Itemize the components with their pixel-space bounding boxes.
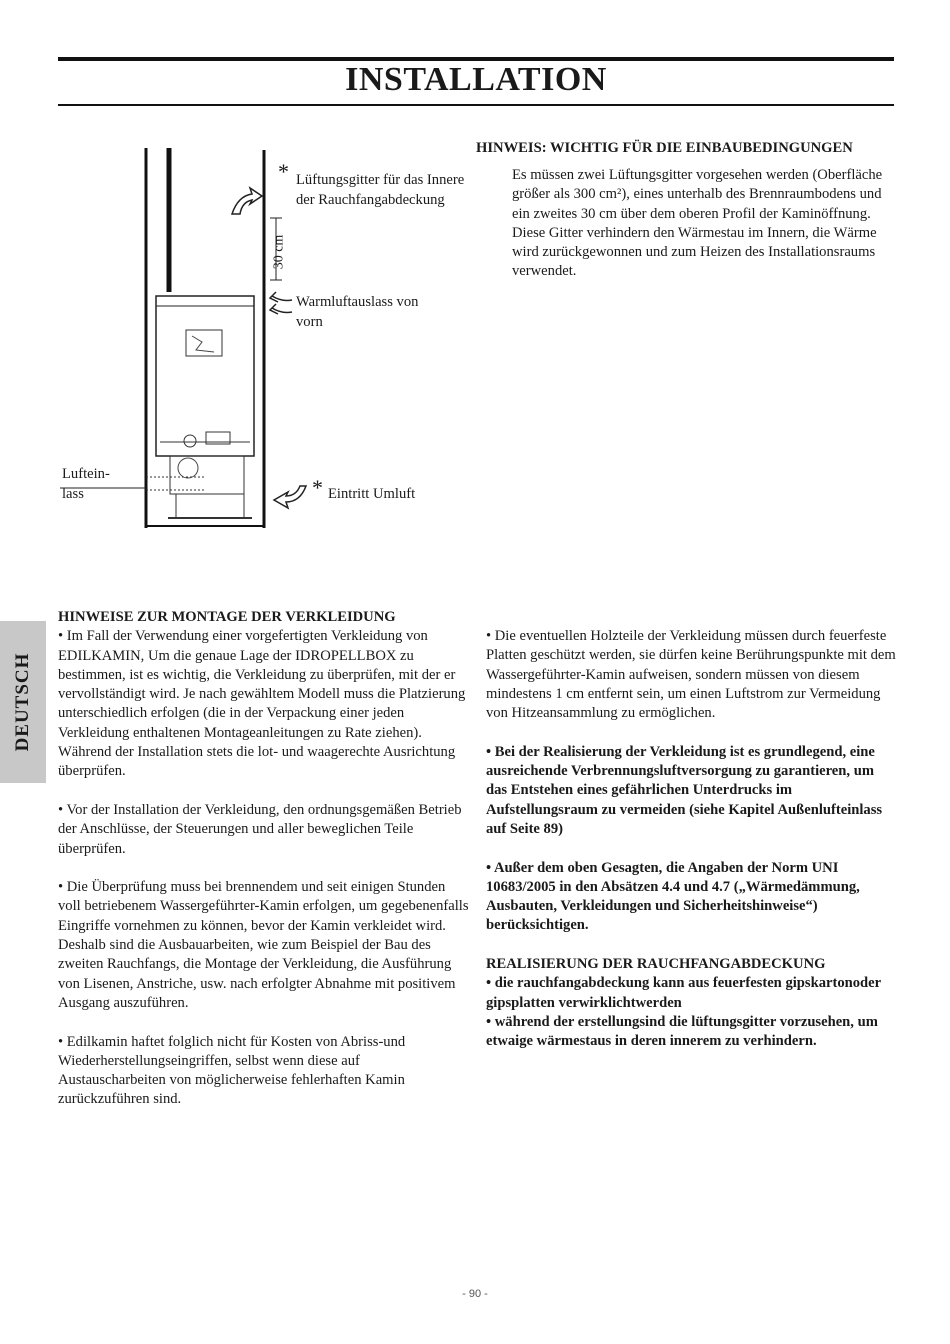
- note-body: [512, 166, 896, 282]
- label-warm-air: Warmluftauslass von vorn: [296, 294, 419, 330]
- paragraph: • Vor der Installation der Verkleidung, den ordnungsgemäßen Betrieb der Anschlüsse, der Steuerungen und aller beweglichen Teile überprüfen.: [58, 801, 462, 857]
- language-tab: [0, 621, 46, 783]
- bullet-bold: • während der erstellungsind die lüftungsgitter vorzusehen, um etwaige wärmestaus in deren innerem zu verhindern.: [486, 1013, 878, 1050]
- paragraph: • Im Fall der Verwendung einer vorgefertigten Verkleidung von EDILKAMIN, Um die genaue Lage der IDROPELLBOX zu bestimmen, ist es wichtig, die Verkleidung zu überprüfen, mit der er vervollständigt wird. Je nach gewähltem Modell muss die Platzierung unterschiedlich erfolgen (die in der Verpackung einer jeden Verkleidung enthaltenen Montageanleitungen zu Rate ziehen). Während der Installation stets die lot- und waagerechte Ausrichtung überprüfen.: [58, 628, 466, 780]
- note-paragraph: Diese Gitter verhindern den Wärmestau im Innern, die Wärme wird zurückgewonnen und zum Heizen des Installationsraums verwendet.: [512, 224, 877, 280]
- note-paragraph: Es müssen zwei Lüftungsgitter vorgesehen werden (Oberfläche größer als 300 cm²), eines unterhalb des Brennraumbodens und ein zweites 30 cm über dem oberen Profil der Kaminöffnung.: [512, 167, 883, 222]
- label-distance: 30 cm: [271, 234, 287, 270]
- note-title: HINWEIS: WICHTIG FÜR DIE EINBAUBEDINGUNGEN: [476, 140, 853, 156]
- header-rule-bottom: [58, 104, 894, 106]
- right-column: [486, 627, 898, 1052]
- paragraph-bold: • Bei der Realisierung der Verkleidung ist es grundlegend, eine ausreichende Verbrennungsluftversorgung zu garantieren, um das Entstehen eines gefährlichen Unterdrucks im Aufstellungsraum zu vermeiden (siehe Kapitel Außenlufteinlass auf Seite 89): [486, 743, 883, 837]
- paragraph: Deshalb sind die Ausbauarbeiten, wie zum Beispiel der Bau des zweiten Rauchfangs, die Montage der Verkleidung, die Ausführung von Lisenen, Anstriche, usw. nach erfolgter Abnahme mit positivem Ausgang auszuführen.: [58, 937, 456, 1011]
- installation-diagram: [0, 130, 500, 550]
- paragraph-bold: • Außer dem oben Gesagten, die Angaben der Norm UNI 10683/2005 in den Absätzen 4.4 und 4.7 („Wärmedämmung, Ausbauten, Verkleidungen und Sicherheitshinweise“) berücksichtigen.: [486, 859, 860, 934]
- asterisk-recirculation: *: [312, 475, 323, 500]
- left-column: [58, 608, 470, 1110]
- paragraph: • Edilkamin haftet folglich nicht für Kosten von Abriss-und Wiederherstellungseingriffen, selbst wenn diese auf Austauscharbeiten von möglicherweise fehlerhaften Kamin zurückzuführen sind.: [58, 1033, 406, 1108]
- section-heading: HINWEISE ZUR MONTAGE DER VERKLEIDUNG: [58, 609, 396, 625]
- paragraph: • Die eventuellen Holzteile der Verkleidung müssen durch feuerfeste Platten geschützt werden, sie dürfen keine Berührungspunkte mit dem Wassergeführter-Kamin aufweisen, sondern müssen von diesem mindestens 1 cm entfernt sein, um einen Luftstrom zur Vermeidung von Hitzeansammlung zu ermöglichen.: [486, 628, 896, 722]
- page-title: INSTALLATION: [345, 61, 607, 98]
- bullet-bold: • die rauchfangabdeckung kann aus feuerfesten gipskartonoder gipsplatten verwirklichtwerden: [486, 975, 881, 1011]
- page-number: - 90 -: [462, 1288, 488, 1300]
- section-heading: REALISIERUNG DER RAUCHFANGABDECKUNG: [486, 956, 826, 973]
- language-tab-label: DEUTSCH: [12, 652, 33, 752]
- label-grille: Lüftungsgitter für das Innere der Rauchfangabdeckung: [296, 172, 465, 208]
- label-air-inlet: Luftein- lass: [62, 466, 110, 502]
- paragraph: • Die Überprüfung muss bei brennendem und seit einigen Stunden voll betriebenem Wassergeführter-Kamin erfolgen, um gegebenenfalls Eingriffe vornehmen zu können, bevor der Kamin verkleidet wird.: [58, 879, 469, 934]
- asterisk-grille: *: [278, 159, 289, 184]
- label-recirculation: Eintritt Umluft: [328, 486, 416, 502]
